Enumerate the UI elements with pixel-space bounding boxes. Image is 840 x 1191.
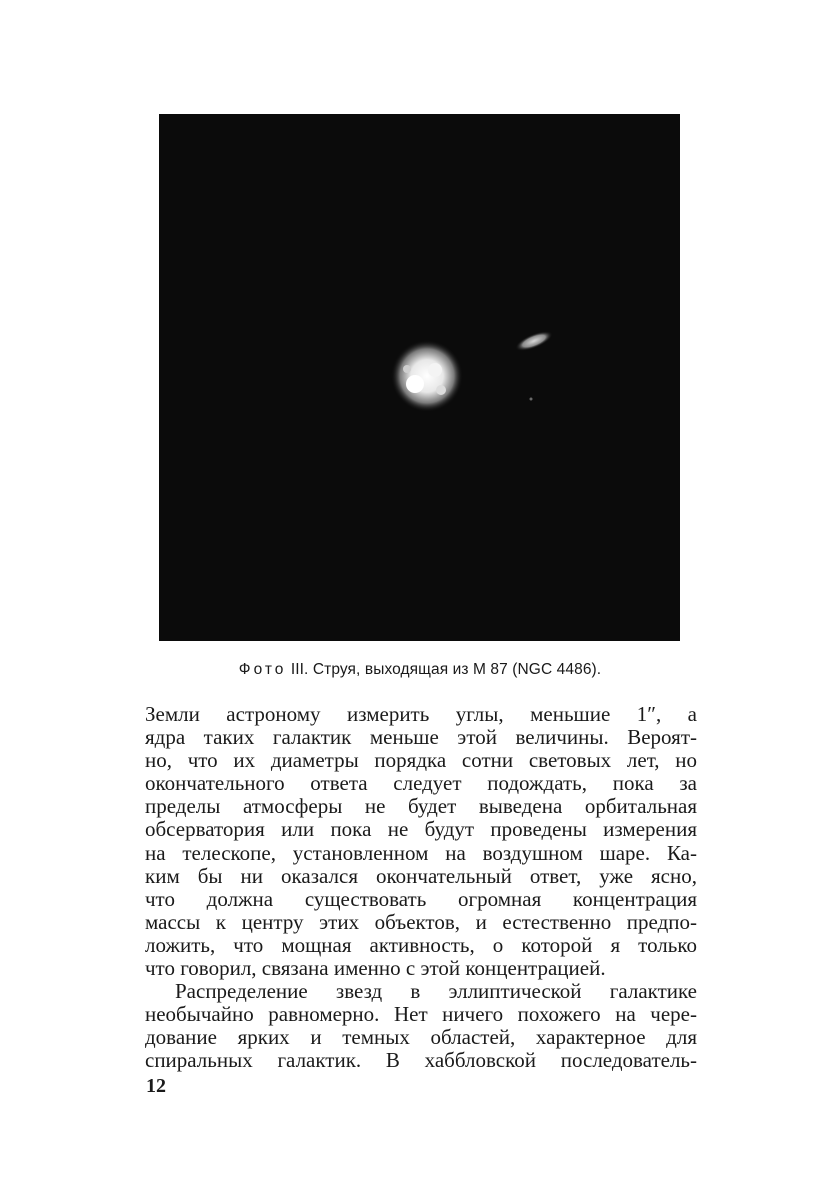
text-line: необычайно равномерно. Нет ничего похожего на чере-: [145, 1003, 697, 1027]
text-line: Распределение звезд в эллиптической галактике: [175, 980, 697, 1004]
text-line: на телескопе, установленном на воздушном шаре. Ка-: [145, 841, 697, 865]
text-line: что говорил, связана именно с этой концентрацией.: [145, 957, 606, 981]
text-line: ядра таких галактик меньше этой величины. Вероят-: [145, 726, 697, 750]
galaxy-core: [391, 340, 463, 412]
text-line: обсерватория или пока не будут проведены измерения: [145, 818, 697, 842]
text-line: Земли астроному измерить углы, меньшие 1″, а: [145, 703, 697, 726]
galaxy-photo: [159, 114, 680, 641]
text-line: пределы атмосферы не будет выведена орбитальная: [145, 795, 697, 819]
text-line: но, что их диаметры порядка сотни световых лет, но: [145, 749, 697, 773]
text-line: дование ярких и темных областей, характерное для: [145, 1026, 697, 1050]
text-line: ложить, что мощная активность, о которой я только: [145, 933, 697, 957]
galaxy-jet-icon: [159, 114, 680, 641]
caption-lead: Фото: [238, 661, 287, 678]
caption-text: III. Струя, выходящая из M 87 (NGC 4486).: [290, 661, 602, 678]
text-line: что должна существовать огромная концентрация: [145, 887, 697, 911]
photo-caption: [0, 661, 840, 679]
text-line: спиральных галактик. В хаббловской последователь-: [145, 1049, 697, 1073]
body-text: [145, 703, 697, 1073]
text-line: окончательного ответа следует подождать, пока за: [145, 772, 697, 796]
text-line: массы к центру этих объектов, и естественно предпо-: [145, 910, 697, 934]
text-line: ким бы ни оказался окончательный ответ, уже ясно,: [145, 864, 697, 888]
page-number: 12: [146, 1075, 166, 1097]
